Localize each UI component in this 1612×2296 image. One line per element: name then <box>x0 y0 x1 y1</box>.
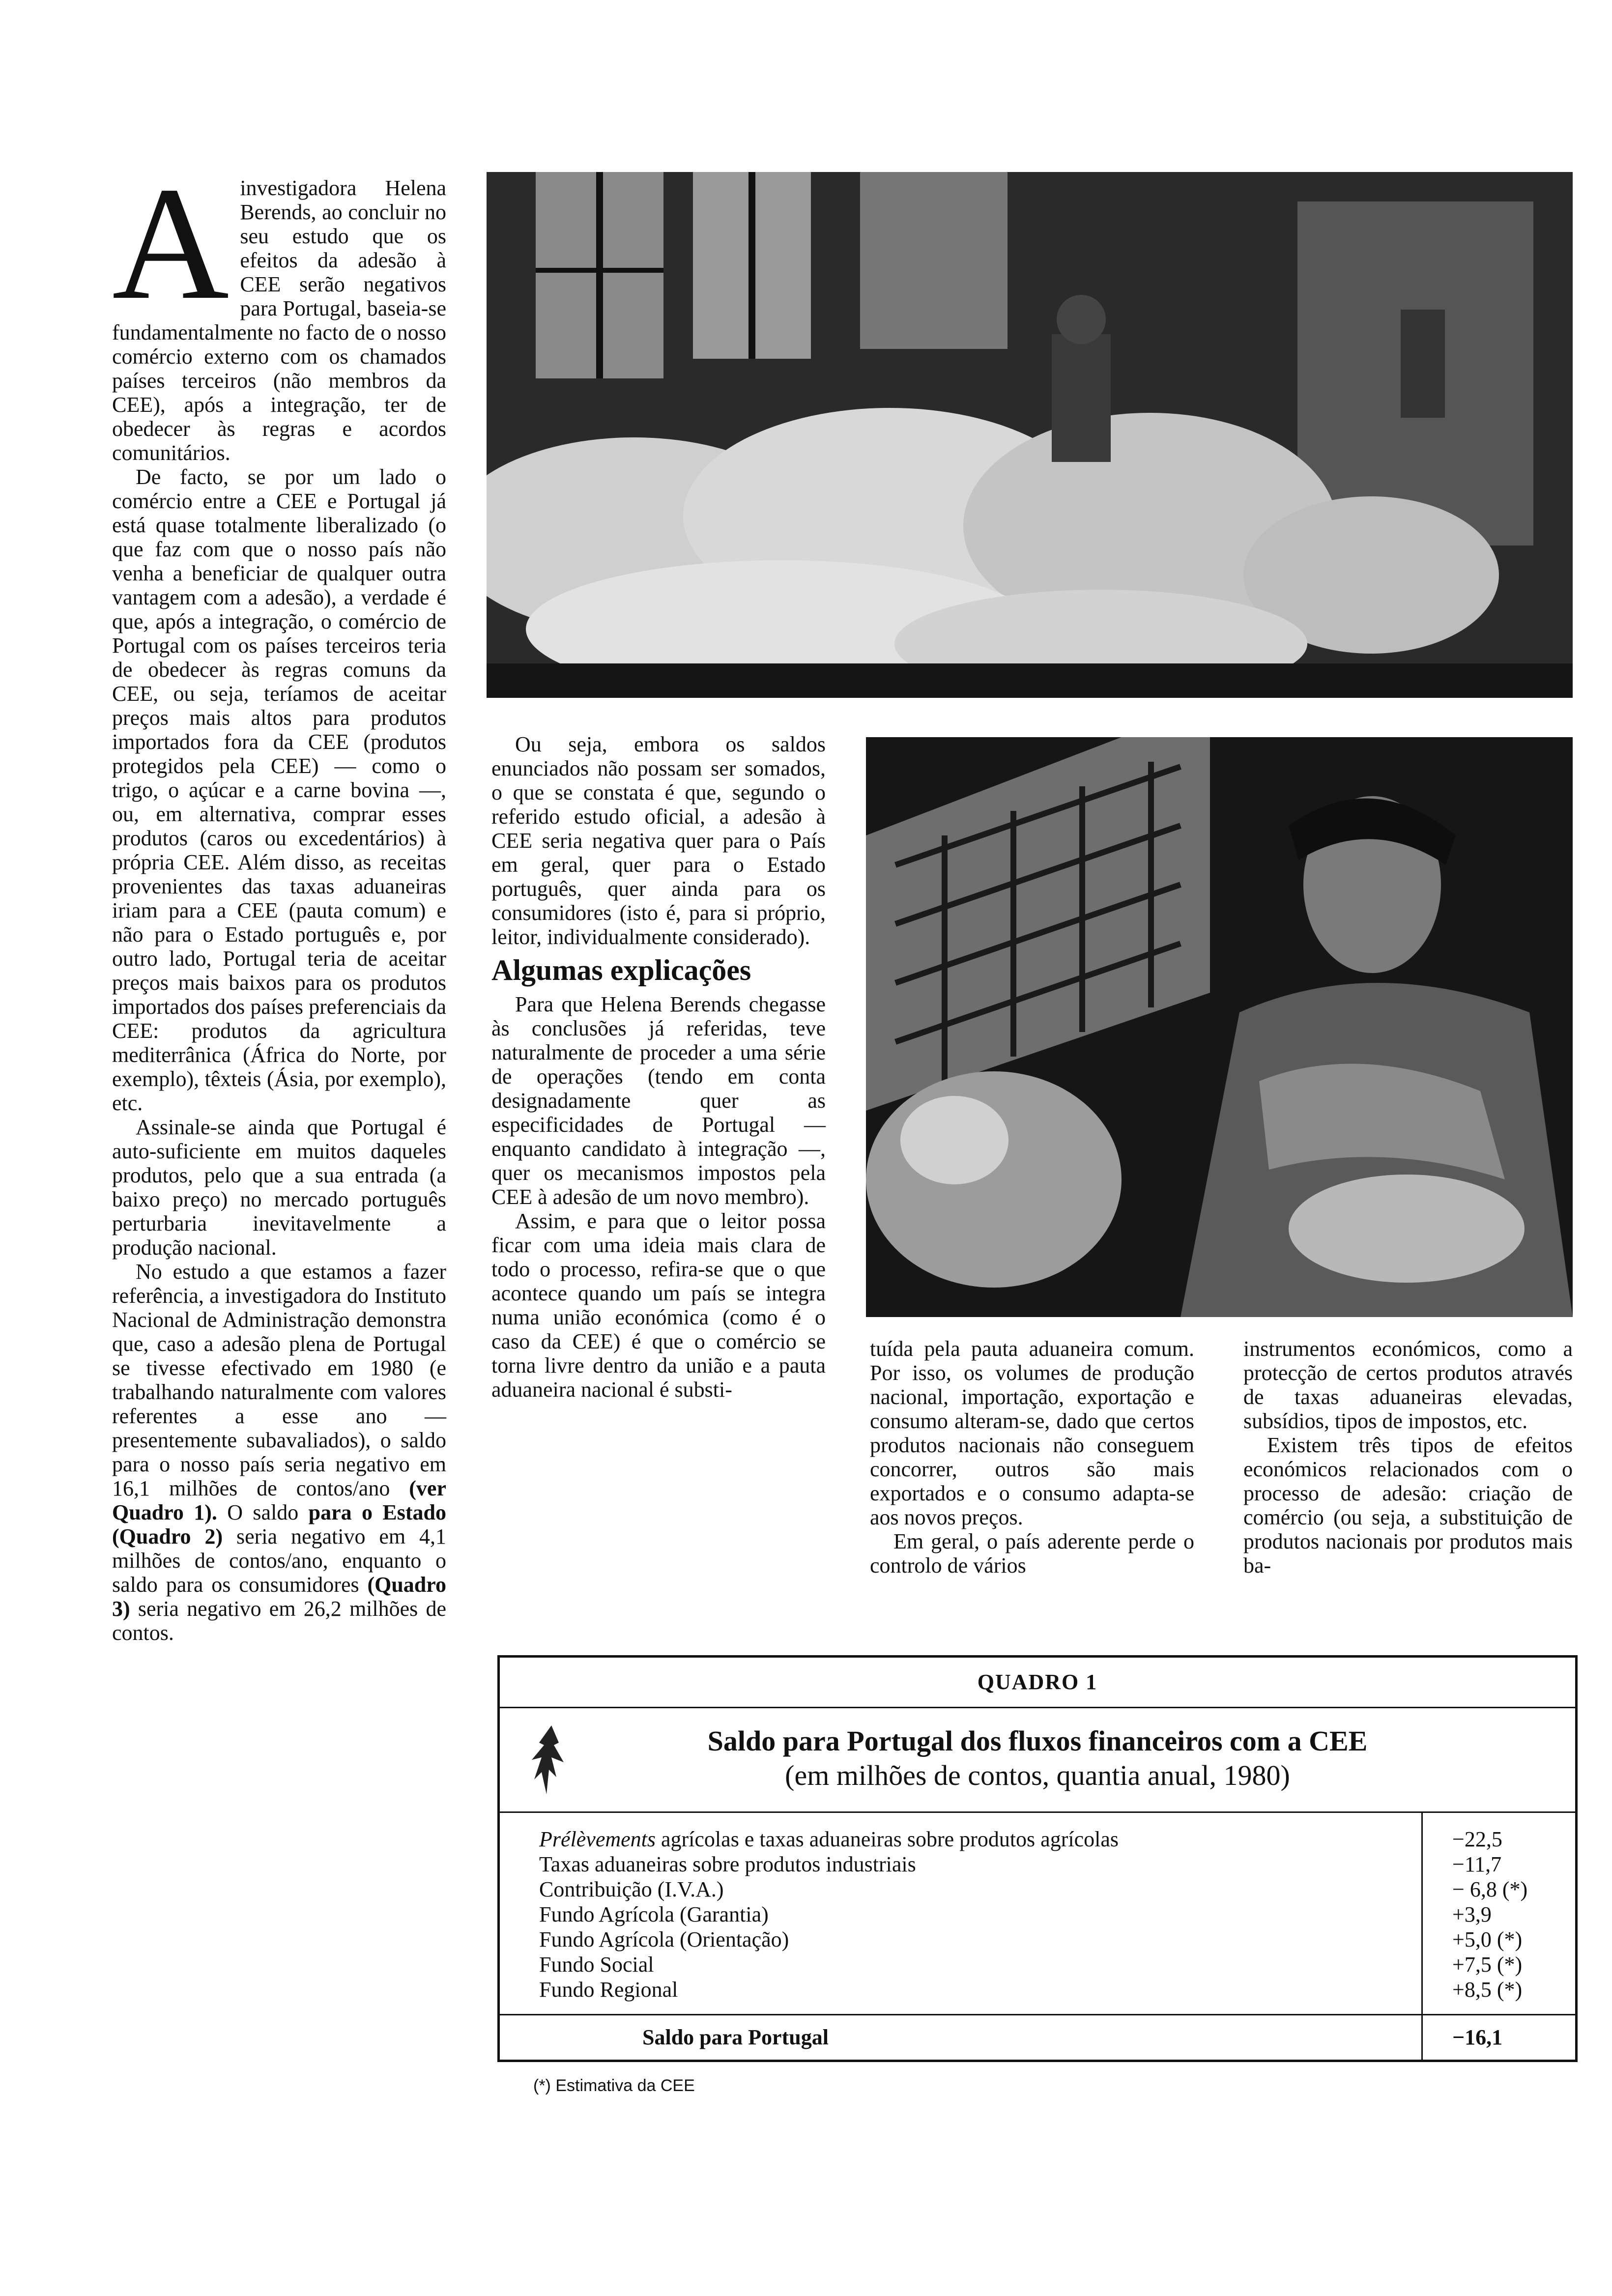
photo-young-worker-image <box>866 737 1573 1317</box>
table-row <box>500 1952 1575 1977</box>
row-label: Fundo Regional <box>539 1978 678 2002</box>
quadro-footnote: (*) Estimativa da CEE <box>533 2076 695 2095</box>
table-total-row <box>500 2015 1575 2060</box>
quadro-title: Saldo para Portugal dos fluxos financeiros com a CEE <box>707 1725 1368 1757</box>
paragraph-2-3: Assim, e para que o leitor possa ficar com uma ideia mais clara de todo o processo, refira-se que o que acontece quando um país se integra numa união económica (como é o caso da CEE) é que o comércio se torna livre dentro da união e a pauta aduaneira nacional é substi- <box>491 1209 826 1402</box>
quadro-heading <box>500 1708 1575 1813</box>
row-value: −22,5 <box>1422 1813 1576 1852</box>
paragraph-4-1: instrumentos económicos, como a protecção de certos produtos através de taxas aduaneiras elevadas, subsídios, tipos de impostos, etc. <box>1243 1337 1573 1433</box>
quadro-label: QUADRO 1 <box>500 1658 1575 1708</box>
subheading-algumas-explicacoes: Algumas explicações <box>491 954 751 986</box>
drop-cap: A <box>112 154 230 333</box>
paragraph-2: De facto, se por um lado o comércio entre a CEE e Portugal já está quase totalmente liberalizado (o que faz com que o nosso país não venha a beneficiar de qualquer outra vantagem com a adesão), a verdade é que, após a integração, o comércio de Portugal com os países terceiros teria de obedecer às regras comuns da CEE, ou seja, teríamos de aceitar preços mais altos para produtos importados fora da CEE (produtos protegidos pela CEE) — como o trigo, o açúcar e a carne bovina —, ou, em alternativa, comprar esses produtos (caros ou excedentários) à própria CEE. Além disso, as receitas provenientes das taxas aduaneiras iriam para a CEE (pauta comum) e não para o Estado português e, por outro lado, Portugal teria de aceitar preços mais baixos para os produtos importados dos países preferenciais da CEE: produtos da agricultura mediterrânica (África do Norte, por exemplo), têxteis (Ásia, por exemplo), etc. <box>112 465 446 1115</box>
article-column-3 <box>870 1337 1194 1578</box>
quadro-subtitle: (em milhões de contos, quantia anual, 1980) <box>785 1759 1290 1791</box>
row-label: Taxas aduaneiras sobre produtos industriais <box>539 1852 916 1876</box>
quadro-1-table <box>497 1655 1578 2062</box>
table-row <box>500 1902 1575 1927</box>
table-row <box>500 1927 1575 1952</box>
quadro-data-table <box>500 1813 1575 2060</box>
row-value: +5,0 (*) <box>1422 1927 1576 1952</box>
paragraph-3: Assinale-se ainda que Portugal é auto-suficiente em muitos daqueles produtos, pelo que a sua entrada (a baixo preço) no mercado português perturbaria inevitavelmente a produção nacional. <box>112 1115 446 1260</box>
quadro-1-reference: (ver Quadro 1). <box>112 1476 446 1524</box>
row-label: Prélèvements agrícolas e taxas aduaneiras sobre produtos agrícolas <box>539 1827 1119 1851</box>
article-column-2 <box>491 732 826 1402</box>
table-row <box>500 1852 1575 1877</box>
row-label: Fundo Social <box>539 1952 654 1977</box>
row-value: +3,9 <box>1422 1902 1576 1927</box>
row-value: +7,5 (*) <box>1422 1952 1576 1977</box>
article-column-1 <box>112 154 446 1645</box>
photo-wool-workers <box>487 172 1573 698</box>
table-row <box>500 1877 1575 1902</box>
row-label: Fundo Agrícola (Garantia) <box>539 1902 769 1926</box>
paragraph-4: No estudo a que estamos a fazer referência, a investigadora do Instituto Nacional de Administração demonstra que, caso a adesão plena de Portugal se tivesse efectivado em 1980 (e trabalhando naturalmente com valores referentes a esse ano — presentemente subavaliados), o saldo para o nosso país seria negativo em 16,1 milhões de contos/ano (ver Quadro 1). O saldo para o Estado (Quadro 2) seria negativo em 4,1 milhões de contos/ano, enquanto o saldo para os consumidores (Quadro 3) seria negativo em 26,2 milhões de contos. <box>112 1260 446 1645</box>
photo-young-worker <box>866 737 1573 1317</box>
paragraph-3-2: Em geral, o país aderente perde o controlo de vários <box>870 1529 1194 1578</box>
total-label: Saldo para Portugal <box>500 2015 1422 2060</box>
row-label: Contribuição (I.V.A.) <box>539 1877 724 1901</box>
paragraph-2-1: Ou seja, embora os saldos enunciados não possam ser somados, o que se constata é que, segundo o referido estudo oficial, a adesão à CEE seria negativa quer para o País em geral, quer para o Estado português, quer ainda para os consumidores (isto é, para si próprio, leitor, individualmente considerado). <box>491 732 826 949</box>
row-label: Fundo Agrícola (Orientação) <box>539 1927 789 1952</box>
quadro-2-reference: para o Estado (Quadro 2) <box>112 1500 446 1549</box>
paragraph-3-1: tuída pela pauta aduaneira comum. Por isso, os volumes de produção nacional, importação, exportação e consumo alteram-se, dado que certos produtos nacionais não conseguem concorrer, outros são mais exportados e o consumo adapta-se aos novos preços. <box>870 1337 1194 1529</box>
paragraph-1: Ainvestigadora Helena Berends, ao concluir no seu estudo que os efeitos da adesão à CEE serão negativos para Portugal, baseia-se fundamentalmente no facto de o nosso comércio externo com os chamados países terceiros (não membros da CEE), após a integração, ter de obedecer às regras e acordos comunitários. <box>112 154 446 465</box>
ornament-icon <box>529 1723 574 1797</box>
row-value: − 6,8 (*) <box>1422 1877 1576 1902</box>
paragraph-2-2: Para que Helena Berends chegasse às conclusões já referidas, teve naturalmente de proceder a uma série de operações (tendo em conta designadamente quer as especificidades de Portugal — enquanto candidato à integração —, quer os mecanismos impostos pela CEE à adesão de um novo membro). <box>491 992 826 1209</box>
photo-wool-workers-image <box>487 172 1573 698</box>
table-row <box>500 1813 1575 1852</box>
table-row <box>500 1977 1575 2015</box>
article-column-4 <box>1243 1337 1573 1578</box>
row-value: −11,7 <box>1422 1852 1576 1877</box>
row-value: +8,5 (*) <box>1422 1977 1576 2015</box>
total-value: −16,1 <box>1422 2015 1576 2060</box>
paragraph-4-2: Existem três tipos de efeitos económicos relacionados com o processo de adesão: criação de comércio (ou seja, a substituição de produtos nacionais por produtos mais ba- <box>1243 1433 1573 1578</box>
quadro-3-reference: (Quadro 3) <box>112 1573 446 1621</box>
